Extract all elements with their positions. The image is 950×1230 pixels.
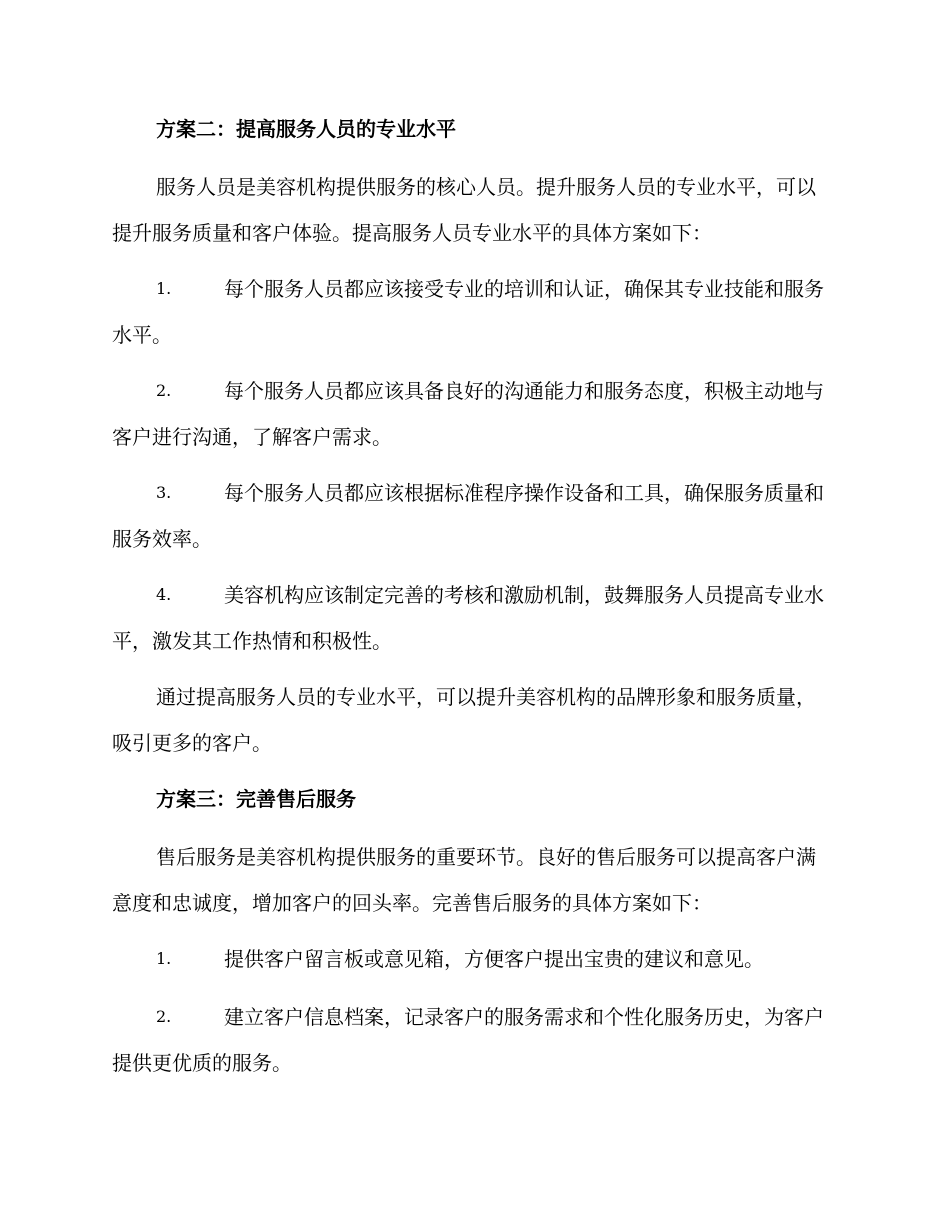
section2-list-item-2 <box>112 368 832 460</box>
section2-list-item-1 <box>112 266 832 358</box>
list-number: 1. <box>156 279 172 298</box>
section2-heading: 方案二：提高服务人员的专业水平 <box>156 117 456 141</box>
section2-list-item-4 <box>112 572 832 664</box>
list-item-text: 每个服务人员都应该具备良好的沟通能力和服务态度，积极主动地与客户进行沟通，了解客户需求。 <box>112 379 824 449</box>
list-item-text: 提供客户留言板或意见箱，方便客户提出宝贵的建议和意见。 <box>224 947 764 971</box>
list-item-text: 每个服务人员都应该接受专业的培训和认证，确保其专业技能和服务水平。 <box>112 277 824 347</box>
section3-list-item-1 <box>112 936 832 982</box>
section3-heading: 方案三：完善售后服务 <box>156 787 356 811</box>
section2-list-item-3 <box>112 470 832 562</box>
list-item-text: 建立客户信息档案，记录客户的服务需求和个性化服务历史，为客户提供更优质的服务。 <box>112 1005 824 1075</box>
list-number: 2. <box>156 1007 172 1026</box>
list-number: 1. <box>156 949 172 968</box>
list-item-text: 美容机构应该制定完善的考核和激励机制，鼓舞服务人员提高专业水平，激发其工作热情和积极性。 <box>112 583 824 653</box>
list-number: 3. <box>156 483 172 502</box>
list-number: 2. <box>156 381 172 400</box>
list-number: 4. <box>156 585 172 604</box>
section2-conclusion: 通过提高服务人员的专业水平，可以提升美容机构的品牌形象和服务质量，吸引更多的客户。 <box>112 685 816 755</box>
section3-list-item-2 <box>112 994 832 1086</box>
list-item-text: 每个服务人员都应该根据标准程序操作设备和工具，确保服务质量和服务效率。 <box>112 481 824 551</box>
section2-intro: 服务人员是美容机构提供服务的核心人员。提升服务人员的专业水平，可以提升服务质量和客户体验。提高服务人员专业水平的具体方案如下： <box>112 175 816 245</box>
section3-intro: 售后服务是美容机构提供服务的重要环节。良好的售后服务可以提高客户满意度和忠诚度，增加客户的回头率。完善售后服务的具体方案如下： <box>112 845 816 915</box>
